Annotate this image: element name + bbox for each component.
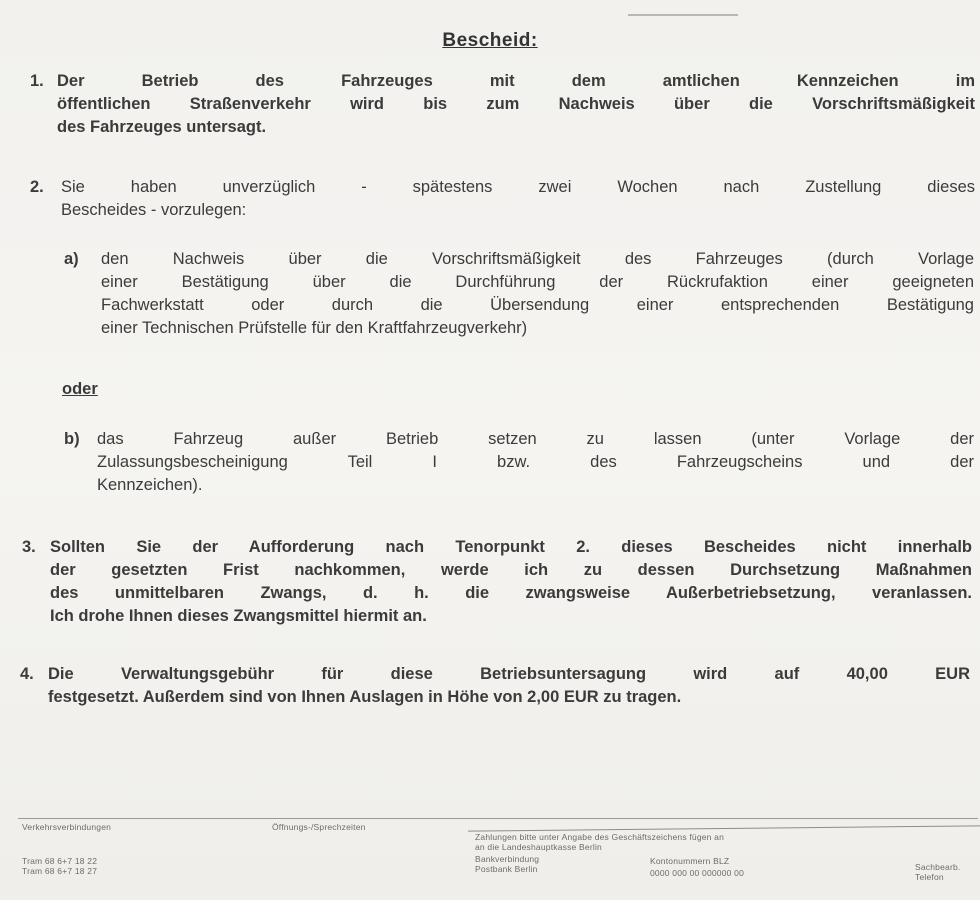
item-number: 3. <box>22 538 36 556</box>
item-line: einer Bestätigung über die Durchführung der Rückrufaktion einer geeigneten <box>101 273 974 291</box>
footer-divider-right <box>468 825 980 831</box>
item-number: 1. <box>30 72 44 90</box>
item-text <box>97 428 974 497</box>
footer-payment-line: Zahlungen bitte unter Angabe des Geschäftszeichens fügen an <box>475 832 725 842</box>
connector-oder: oder <box>62 380 98 398</box>
footer-transport-line: Tram 68 6+7 18 22 <box>22 856 98 866</box>
footer-account-number: 0000 000 00 000000 00 <box>650 868 745 878</box>
item-line: der gesetzten Frist nachkommen, werde ich zu dessen Durchsetzung Maßnahmen <box>50 561 972 579</box>
footer-bank-heading: Bankverbindung <box>475 854 540 864</box>
sub-item-b <box>64 428 974 503</box>
item-line: Kennzeichen). <box>97 476 203 494</box>
item-number: 4. <box>20 665 34 683</box>
item-line: Bescheides - vorzulegen: <box>61 201 247 219</box>
footer-transport-heading: Verkehrsverbindungen <box>22 822 112 832</box>
item-line: den Nachweis über die Vorschriftsmäßigkeit des Fahrzeuges (durch Vorlage <box>101 250 974 268</box>
top-scan-line <box>628 14 738 16</box>
item-text <box>61 176 975 222</box>
item-line: einer Technischen Prüfstelle für den Kraftfahrzeugverkehr) <box>101 319 528 337</box>
item-line: Sie haben unverzüglich - spätestens zwei Wochen nach Zustellung dieses <box>61 178 975 196</box>
item-text <box>101 248 974 340</box>
item-line: das Fahrzeug außer Betrieb setzen zu lassen (unter Vorlage der <box>97 430 974 448</box>
footer-bank-name: Postbank Berlin <box>475 864 538 874</box>
item-letter: b) <box>64 430 80 448</box>
item-text <box>50 536 972 628</box>
item-line: festgesetzt. Außerdem sind von Ihnen Auslagen in Höhe von 2,00 EUR zu tragen. <box>48 688 682 706</box>
sub-item-a <box>64 248 974 348</box>
list-item-3 <box>22 536 972 636</box>
item-line: öffentlichen Straßenverkehr wird bis zum Nachweis über die Vorschriftsmäßigkeit <box>57 95 975 113</box>
list-item-4 <box>20 663 970 713</box>
item-letter: a) <box>64 250 79 268</box>
item-number: 2. <box>30 178 44 196</box>
footer-divider <box>18 818 978 819</box>
list-item-2 <box>30 176 975 226</box>
footer-payment-line: an die Landeshauptkasse Berlin <box>475 842 602 852</box>
footer-contact-phone: Telefon <box>915 872 944 882</box>
item-line: des Fahrzeuges untersagt. <box>57 118 267 136</box>
item-line: Zulassungsbescheinigung Teil I bzw. des Fahrzeugscheins und der <box>97 453 974 471</box>
list-item-1 <box>30 70 975 145</box>
item-line: Ich drohe Ihnen dieses Zwangsmittel hiermit an. <box>50 607 427 625</box>
page-title: Bescheid: <box>442 30 538 51</box>
footer-contact-heading: Sachbearb. <box>915 862 961 872</box>
item-line: Sollten Sie der Aufforderung nach Tenorpunkt 2. dieses Bescheides nicht innerhalb <box>50 538 972 556</box>
item-text <box>57 70 975 139</box>
footer-hours-heading: Öffnungs-/Sprechzeiten <box>272 822 366 832</box>
item-line: Die Verwaltungsgebühr für diese Betriebsuntersagung wird auf 40,00 EUR <box>48 665 970 683</box>
item-line: Der Betrieb des Fahrzeuges mit dem amtlichen Kennzeichen im <box>57 72 975 90</box>
item-text <box>48 663 970 709</box>
item-line: Fachwerkstatt oder durch die Übersendung einer entsprechenden Bestätigung <box>101 296 974 314</box>
footer-transport-line: Tram 68 6+7 18 27 <box>22 866 98 876</box>
footer-account-heading: Kontonummern BLZ <box>650 856 730 866</box>
item-line: des unmittelbaren Zwangs, d. h. die zwangsweise Außerbetriebsetzung, veranlassen. <box>50 584 972 602</box>
